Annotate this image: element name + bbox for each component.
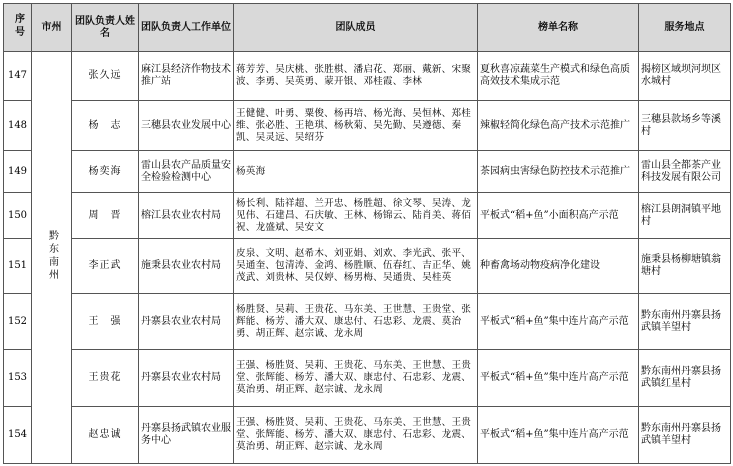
- table-row: [4, 151, 731, 193]
- row-leader: 王贵花: [72, 350, 139, 407]
- row-unit: 丹寨县农业农村局: [139, 294, 234, 350]
- row-unit: 丹寨县扬武镇农业服务中心: [139, 407, 234, 464]
- header-location: 服务地点: [639, 4, 731, 52]
- row-location: 黔东南州丹寨县扬武镇红星村: [639, 350, 731, 407]
- row-unit: 榕江县农业农村局: [139, 193, 234, 239]
- row-unit: 雷山县农产品质量安全检验检测中心: [139, 151, 234, 193]
- row-list: 平板式“稻+鱼”集中连片高产示范: [478, 407, 639, 464]
- header-list: 榜单名称: [478, 4, 639, 52]
- table-row: [4, 193, 731, 239]
- row-unit: 三穗县农业发展中心: [139, 101, 234, 151]
- row-unit: 施秉县农业农村局: [139, 239, 234, 294]
- row-leader: 李正武: [72, 239, 139, 294]
- row-list: 平板式“稻+鱼”集中连片高产示范: [478, 294, 639, 350]
- row-no: 150: [4, 193, 32, 239]
- row-no: 148: [4, 101, 32, 151]
- city-cell: 黔东南州: [32, 52, 72, 464]
- row-list: 种畜禽场动物疫病净化建设: [478, 239, 639, 294]
- header-members: 团队成员: [234, 4, 478, 52]
- header-leader: 团队负责人姓名: [72, 4, 139, 52]
- row-members: 杨长利、陆祥超、兰开忠、杨胜超、徐文琴、吴涛、龙见伟、石建昌、石庆敏、王林、杨锦云、陆肖美、蒋佰祝、龙盛斌、吴安文: [234, 193, 478, 239]
- row-list: 茶园病虫害绿色防控技术示范推广: [478, 151, 639, 193]
- header-city: 市州: [32, 4, 72, 52]
- row-leader: 赵忠诚: [72, 407, 139, 464]
- row-location: 施秉县杨柳塘镇翁塘村: [639, 239, 731, 294]
- row-location: 黔东南州丹寨县扬武镇羊望村: [639, 407, 731, 464]
- header-no: 序号: [4, 4, 32, 52]
- row-location: 揭榜区域坝河坝区水城村: [639, 52, 731, 101]
- row-leader: 张久远: [72, 52, 139, 101]
- row-no: 153: [4, 350, 32, 407]
- row-leader: 杨 志: [72, 101, 139, 151]
- row-no: 154: [4, 407, 32, 464]
- row-members: 王健健、叶勇、粟俊、杨再培、杨光海、吴恒林、郑桂维、张必胜、王艳琪、杨秋菊、吴先勤、吴遵德、秦凯、吴灵远、吴绍芬: [234, 101, 478, 151]
- row-list: 平板式“稻+鱼”小面积高产示范: [478, 193, 639, 239]
- table-row: [4, 407, 731, 464]
- row-leader: 杨奕海: [72, 151, 139, 193]
- row-location: 榕江县朗洞镇平地村: [639, 193, 731, 239]
- row-leader: 周 晋: [72, 193, 139, 239]
- row-location: 雷山县全都茶产业科技发展有限公司: [639, 151, 731, 193]
- table-row: [4, 350, 731, 407]
- row-members: 杨胜贤、吴莉、王贵花、马东美、王世慧、王贵堂、张辉能、杨芳、潘大双、康忠付、石忠彩、龙震、莫治勇、胡正辉、赵宗诚、龙永周: [234, 294, 478, 350]
- row-members: 皮泉、文明、赵希木、刘亚娟、刘欢、李光武、张平、吴通奎、包清涛、金鸿、杨胜顺、伍春红、吉正华、姚茂武、刘贵林、吴仅婷、杨男梅、吴通贵、吴桂英: [234, 239, 478, 294]
- row-unit: 丹寨县农业农村局: [139, 350, 234, 407]
- team-table: [3, 3, 731, 464]
- row-members: 蒋芳芳、吴庆桃、张胜棋、潘启花、郑丽、戴新、宋聚波、李勇、吴英勇、蒙开银、邓桂霞、李林: [234, 52, 478, 101]
- row-members: 王强、杨胜贤、吴莉、王贵花、马东美、王世慧、王贵堂、张辉能、杨芳、潘大双、康忠付、石忠彩、龙震、莫治勇、胡正辉、赵宗诚、龙永周: [234, 407, 478, 464]
- row-members: 王强、杨胜贤、吴莉、王贵花、马东美、王世慧、王贵堂、张辉能、杨芳、潘大双、康忠付、石忠彩、龙震、莫治勇、胡正辉、赵宗诚、龙永周: [234, 350, 478, 407]
- row-no: 152: [4, 294, 32, 350]
- row-list: 辣椒轻简化绿色高产技术示范推广: [478, 101, 639, 151]
- row-no: 147: [4, 52, 32, 101]
- table-row: [4, 101, 731, 151]
- table-row: [4, 239, 731, 294]
- row-list: 夏秋喜凉蔬菜生产模式和绿色高质高效技术集成示范: [478, 52, 639, 101]
- table-row: [4, 52, 731, 101]
- table-row: [4, 294, 731, 350]
- row-no: 151: [4, 239, 32, 294]
- row-location: 黔东南州丹寨县扬武镇羊望村: [639, 294, 731, 350]
- row-no: 149: [4, 151, 32, 193]
- header-unit: 团队负责人工作单位: [139, 4, 234, 52]
- row-unit: 麻江县经济作物技术推广站: [139, 52, 234, 101]
- row-location: 三穗县款场乡等溪村: [639, 101, 731, 151]
- row-leader: 王 强: [72, 294, 139, 350]
- row-members: 杨英海: [234, 151, 478, 193]
- row-list: 平板式“稻+鱼”集中连片高产示范: [478, 350, 639, 407]
